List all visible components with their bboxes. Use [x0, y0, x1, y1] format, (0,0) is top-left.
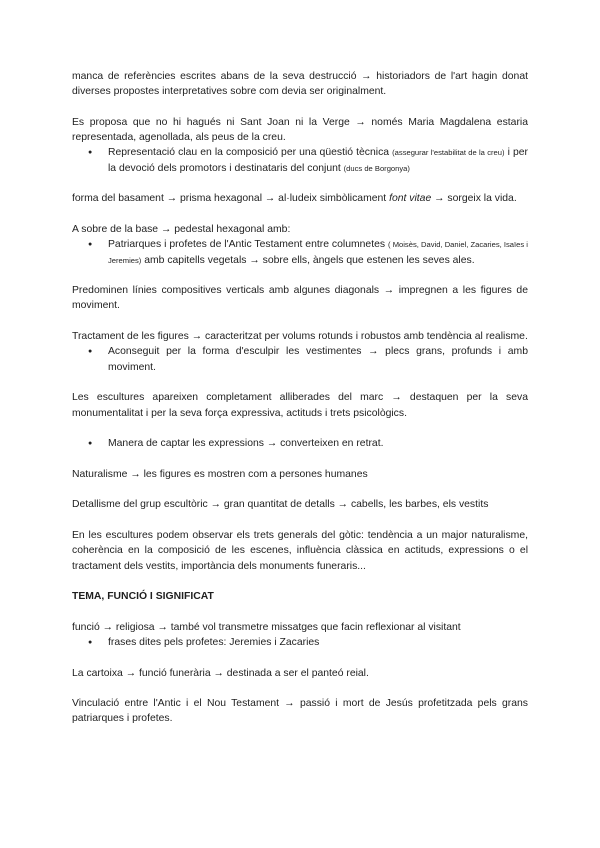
paragraph-base-shape: forma del basament → prisma hexagonal → al·ludeix simbòlicament font vitae → sorgeix la vida.: [72, 193, 517, 205]
paragraph-charterhouse: La cartoixa → funció funerària → destinada a ser el panteó reial.: [72, 667, 369, 679]
paragraph-figure-treatment: Tractament de les figures → caracteritzat per volums rotunds i robustos amb tendència al realisme.: [72, 331, 528, 343]
paragraph-function: funció → religiosa → també vol transmetre missatges que facin reflexionar al visitant: [72, 621, 461, 633]
paragraph-proposal: Es proposa que no hi hagués ni Sant Joan ni la Verge → només Maria Magdalena estaria representada, agenollada, als peus de la creu.: [72, 116, 528, 144]
paragraph-composition-lines: Predominen línies compositives verticals amb algunes diagonals → impregnen a les figures de moviment.: [72, 285, 528, 312]
paragraph-references: manca de referències escrites abans de la seva destrucció → historiadors de l'art hagin donat diverses propostes interpretatives sobre com devia ser originalment.: [72, 71, 528, 98]
bullet-list-proposal: [72, 145, 528, 176]
document-page: [72, 69, 528, 727]
list-item: ● frases dites pels profetes: Jeremies i Zacaries: [108, 635, 528, 650]
paragraph-detail: Detallisme del grup escultòric → gran quantitat de detalls → cabells, les barbes, els vestits: [72, 499, 489, 511]
bullet-list-function: [72, 635, 528, 650]
paragraph-testaments: Vinculació entre l'Antic i el Nou Testament → passió i mort de Jesús profetitzada pels grans patriarques i profetes.: [72, 698, 528, 725]
list-item: ● Manera de captar les expressions → converteixen en retrat.: [108, 436, 528, 451]
paragraph-gothic-traits: En les escultures podem observar els trets generals del gòtic: tendència a un major naturalisme, coherència en la composició de les escenes, influència clàssica en actituds, expressions o el tractament dels vestits, importància dels monuments funeraris...: [72, 529, 528, 572]
paragraph-sculptures-freed: Les escultures apareixen completament alliberades del marc → destaquen per la seva monumentalitat i per la seva força expressiva, actituds i trets psicològics.: [72, 392, 528, 419]
list-item: ● Patriarques i profetes de l'Antic Testament entre columnetes ( Moisès, David, Daniel, Zacaries, Isaïes i Jeremies) amb capitells vegetals → sobre ells, àngels que estenen les seves ales.: [108, 237, 528, 268]
bullet-list-figure-treatment: [72, 344, 528, 375]
paragraph-naturalism: Naturalisme → les figures es mostren com a persones humanes: [72, 468, 368, 480]
bullet-list-expressions: [72, 436, 528, 451]
list-item: ● Aconseguit per la forma d'esculpir les vestimentes → plecs grans, profunds i amb moviment.: [108, 344, 528, 375]
paragraph-pedestal: A sobre de la base → pedestal hexagonal amb:: [72, 223, 291, 235]
section-heading: TEMA, FUNCIÓ I SIGNIFICAT: [72, 591, 214, 603]
bullet-list-pedestal: [72, 237, 528, 268]
list-item: ● Representació clau en la composició per una qüestió tècnica (assegurar l'estabilitat de la creu) i per la devoció dels promotors i destinataris del conjunt (ducs de Borgonya): [108, 145, 528, 176]
